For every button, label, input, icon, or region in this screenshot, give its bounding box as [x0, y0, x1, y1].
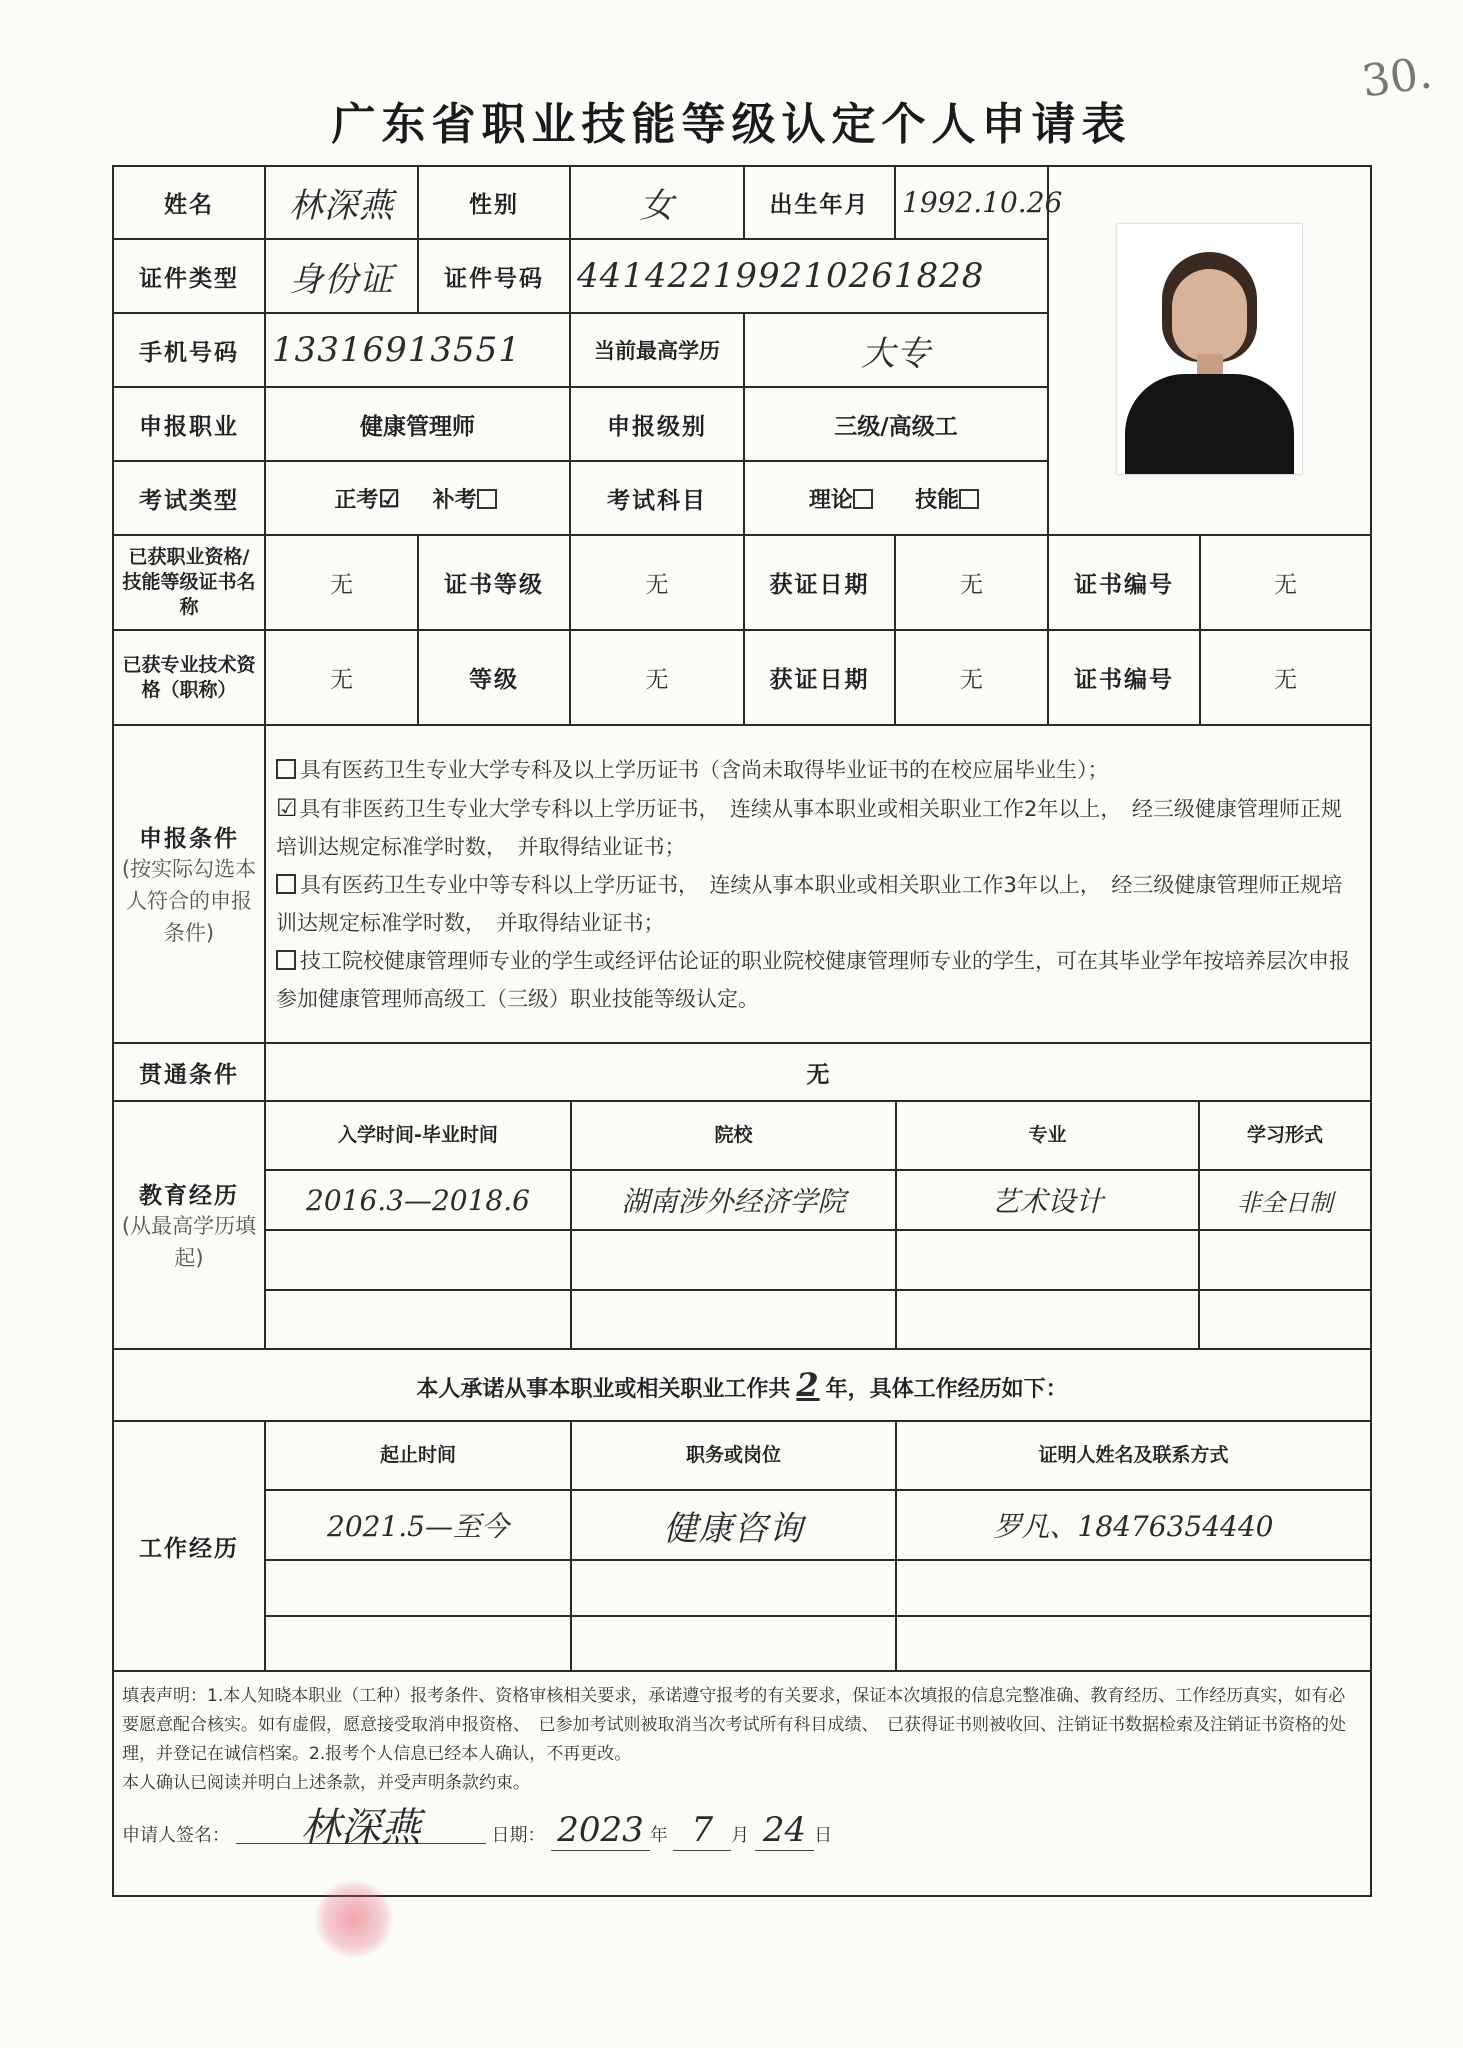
- prof-date-value[interactable]: 无: [895, 630, 1048, 725]
- birth-value[interactable]: 1992.10.26: [895, 166, 1048, 239]
- qual-name-value[interactable]: 无: [265, 535, 418, 630]
- table-row: [266, 1170, 1370, 1230]
- edu-period[interactable]: [266, 1230, 571, 1290]
- work-header: 起止时间: [266, 1422, 571, 1490]
- form-table: [112, 165, 1372, 1897]
- page-title: 广东省职业技能等级认定个人申请表: [331, 99, 1132, 150]
- photo-cell: [1048, 166, 1371, 535]
- work-commitment: [113, 1349, 1371, 1421]
- edu-mode[interactable]: [1199, 1290, 1370, 1348]
- exam-regular-label: 正考: [334, 487, 379, 513]
- education-table-cell: [265, 1101, 1371, 1349]
- skill-label: 技能: [915, 487, 960, 513]
- edu-history-sublabel: (从最高学历填起): [121, 1213, 257, 1270]
- grade-label: 等级: [418, 630, 570, 725]
- gender-label: 性别: [418, 166, 570, 239]
- condition-item: 具有医药卫生专业大学专科及以上学历证书（含尚未取得毕业证书的在校应届毕业生）；: [276, 751, 1360, 789]
- prof-no-label: 证书编号: [1048, 630, 1200, 725]
- applicant-photo: [1117, 224, 1302, 474]
- exam-makeup-checkbox[interactable]: [477, 489, 497, 509]
- level-value[interactable]: 三级/高级工: [744, 387, 1048, 461]
- month-unit: 月: [731, 1825, 750, 1846]
- exam-regular-checkbox[interactable]: ☑: [378, 483, 400, 513]
- qual-no-label: 证书编号: [1048, 535, 1200, 630]
- work-header: 职务或岗位: [571, 1422, 896, 1490]
- id-number-value[interactable]: 441422199210261828: [570, 239, 1048, 313]
- table-row: [266, 1560, 1370, 1616]
- id-number-label: 证件号码: [418, 239, 570, 313]
- edu-period[interactable]: 2016.3—2018.6: [266, 1170, 571, 1230]
- condition-4-checkbox[interactable]: [276, 950, 296, 970]
- qual-grade-value[interactable]: 无: [570, 535, 744, 630]
- work-reference[interactable]: [896, 1560, 1370, 1616]
- edu-major[interactable]: 艺术设计: [896, 1170, 1199, 1230]
- qual-date-label: 获证日期: [744, 535, 895, 630]
- declaration-cell: [113, 1671, 1371, 1896]
- declaration-confirm: 本人确认已阅读并明白上述条款，并受声明条款约束。: [122, 1773, 530, 1793]
- date-day[interactable]: 24: [755, 1810, 814, 1851]
- date-year[interactable]: 2023: [551, 1810, 650, 1851]
- work-years-value[interactable]: 2: [796, 1366, 820, 1404]
- id-type-label: 证件类型: [113, 239, 265, 313]
- work-table-cell: [265, 1421, 1371, 1671]
- work-reference[interactable]: [896, 1616, 1370, 1670]
- conditions-list: [265, 725, 1371, 1043]
- table-row: [266, 1490, 1370, 1560]
- exam-type-options: [265, 461, 570, 535]
- year-unit: 年: [649, 1825, 668, 1846]
- condition-2-checkbox[interactable]: ☑: [276, 793, 298, 822]
- edu-school[interactable]: 湖南涉外经济学院: [571, 1170, 896, 1230]
- conditions-sublabel: (按实际勾选本人符合的申报条件): [121, 856, 257, 945]
- exam-makeup-label: 补考: [432, 487, 477, 513]
- occupation-value[interactable]: 健康管理师: [265, 387, 570, 461]
- work-period[interactable]: 2021.5—至今: [266, 1490, 571, 1560]
- theory-label: 理论: [808, 487, 853, 513]
- work-reference[interactable]: 罗凡、18476354440: [896, 1490, 1370, 1560]
- phone-label: 手机号码: [113, 313, 265, 387]
- corner-note: 30.: [1358, 47, 1436, 108]
- qual-date-value[interactable]: 无: [895, 535, 1048, 630]
- prof-title-label: 已获专业技术资格（职称）: [113, 630, 265, 725]
- edu-period[interactable]: [266, 1290, 571, 1348]
- theory-checkbox[interactable]: [853, 489, 873, 509]
- prof-grade-value[interactable]: 无: [570, 630, 744, 725]
- work-commit-suffix: 年，具体工作经历如下：: [825, 1377, 1068, 1402]
- edu-major[interactable]: [896, 1230, 1199, 1290]
- qual-name-label: 已获职业资格/技能等级证书名称: [113, 535, 265, 630]
- condition-item: ☑具有非医药卫生专业大学专科以上学历证书， 连续从事本职业或相关职业工作2年以上， 经三级健康管理师正规培训达规定标准学时数， 并取得结业证书；: [276, 793, 1342, 859]
- name-value[interactable]: 林深燕: [265, 166, 418, 239]
- exam-subject-label: 考试科目: [570, 461, 744, 535]
- work-history-label: 工作经历: [113, 1421, 265, 1671]
- red-seal-mark: [315, 1880, 393, 1958]
- prof-title-value[interactable]: 无: [265, 630, 418, 725]
- edu-header: 学习形式: [1199, 1102, 1370, 1170]
- date-label: 日期：: [491, 1825, 546, 1846]
- condition-1-checkbox[interactable]: [276, 759, 296, 779]
- signature-row: [122, 1805, 1362, 1851]
- condition-item: 具有医药卫生专业中等专科以上学历证书， 连续从事本职业或相关职业工作3年以上， 经三级健康管理师正规培训达规定标准学时数， 并取得结业证书；: [276, 872, 1343, 935]
- prof-no-value[interactable]: 无: [1200, 630, 1371, 725]
- id-type-value[interactable]: 身份证: [265, 239, 418, 313]
- edu-header: 入学时间-毕业时间: [266, 1102, 571, 1170]
- education-table: [266, 1102, 1370, 1348]
- education-label: 当前最高学历: [570, 313, 744, 387]
- work-commit-prefix: 本人承诺从事本职业或相关职业工作共: [416, 1377, 791, 1402]
- conditions-label: 申报条件: [139, 825, 239, 852]
- work-period[interactable]: [266, 1560, 571, 1616]
- edu-mode[interactable]: [1199, 1230, 1370, 1290]
- exam-type-label: 考试类型: [113, 461, 265, 535]
- edu-history-label-cell: [113, 1101, 265, 1349]
- work-position[interactable]: 健康咨询: [571, 1490, 896, 1560]
- through-value[interactable]: 无: [265, 1043, 1371, 1101]
- edu-header: 专业: [896, 1102, 1199, 1170]
- condition-3-checkbox[interactable]: [276, 874, 296, 894]
- phone-value[interactable]: 13316913551: [265, 313, 570, 387]
- birth-label: 出生年月: [744, 166, 895, 239]
- level-label: 申报级别: [570, 387, 744, 461]
- through-label: 贯通条件: [113, 1043, 265, 1101]
- edu-mode[interactable]: 非全日制: [1199, 1170, 1370, 1230]
- day-unit: 日: [814, 1825, 833, 1846]
- work-table: [266, 1422, 1370, 1670]
- conditions-label-cell: [113, 725, 265, 1043]
- education-value[interactable]: 大专: [744, 313, 1048, 387]
- skill-checkbox[interactable]: [959, 489, 979, 509]
- qual-no-value[interactable]: 无: [1200, 535, 1371, 630]
- edu-school[interactable]: [571, 1230, 896, 1290]
- sign-label: 申请人签名：: [122, 1825, 230, 1846]
- date-month[interactable]: 7: [673, 1810, 731, 1851]
- exam-subject-options: [744, 461, 1048, 535]
- edu-major[interactable]: [896, 1290, 1199, 1348]
- work-header: 证明人姓名及联系方式: [896, 1422, 1370, 1490]
- declaration-text: 填表声明：1.本人知晓本职业（工种）报考条件、资格审核相关要求，承诺遵守报考的有关要求，保证本次填报的信息完整准确、教育经历、工作经历真实，如有必要愿意配合核实。如有虚假，愿意接受取消申报资格、 已参加考试则被取消当次考试所有科目成绩、 已获得证书则被收回、注销证书数据检索及注销证书资格的处理，并登记在诚信档案。2.报考个人信息已经本人确认，不再更改。: [122, 1686, 1346, 1764]
- occupation-label: 申报职业: [113, 387, 265, 461]
- prof-date-label: 获证日期: [744, 630, 895, 725]
- table-row: [266, 1616, 1370, 1670]
- cert-grade-label: 证书等级: [418, 535, 570, 630]
- table-row: [266, 1290, 1370, 1348]
- edu-history-label: 教育经历: [139, 1182, 239, 1209]
- work-position[interactable]: [571, 1560, 896, 1616]
- application-form: [112, 165, 1370, 1897]
- work-position[interactable]: [571, 1616, 896, 1670]
- table-row: [266, 1230, 1370, 1290]
- applicant-signature[interactable]: 林深燕: [236, 1814, 486, 1844]
- edu-header: 院校: [571, 1102, 896, 1170]
- edu-school[interactable]: [571, 1290, 896, 1348]
- condition-item: 技工院校健康管理师专业的学生或经评估论证的职业院校健康管理师专业的学生，可在其毕业学年按培养层次申报参加健康管理师高级工（三级）职业技能等级认定。: [276, 948, 1350, 1011]
- work-period[interactable]: [266, 1616, 571, 1670]
- gender-value[interactable]: 女: [570, 166, 744, 239]
- name-label: 姓名: [113, 166, 265, 239]
